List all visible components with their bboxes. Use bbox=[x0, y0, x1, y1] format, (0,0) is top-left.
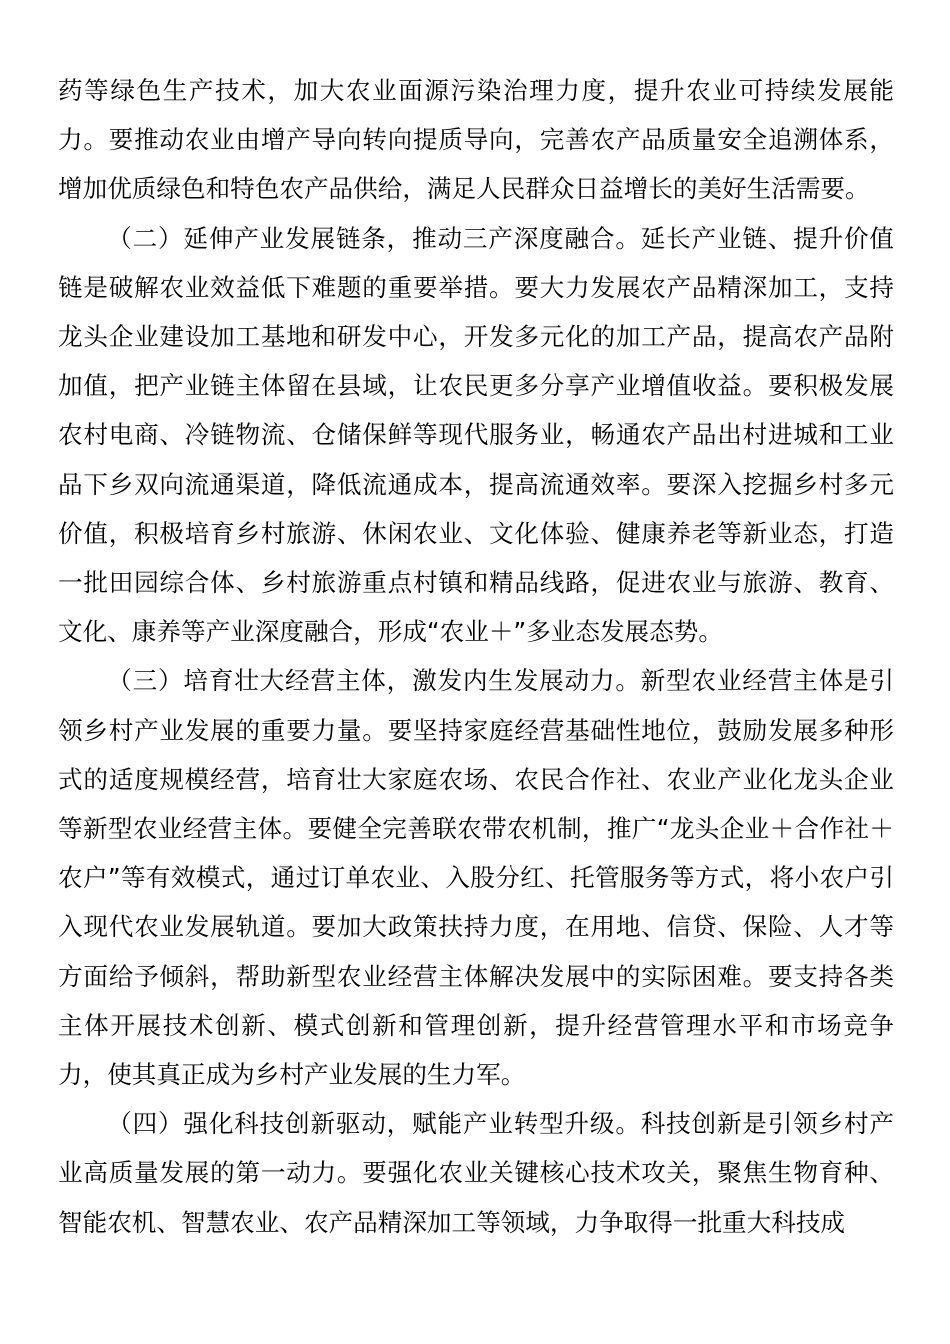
paragraph-section-3: （三）培育壮大经营主体，激发内生发展动力。新型农业经营主体是引领乡村产业发展的重要力量。要坚持家庭经营基础性地位，鼓励发展多种形式的适度规模经营，培育壮大家庭农场、农民合作社、农业产业化龙头企业等新型农业经营主体。要健全完善联农带农机制，推广“龙头企业＋合作社＋农户”等有效模式，通过订单农业、入股分红、托管服务等方式，将小农户引入现代农业发展轨道。要加大政策扶持力度，在用地、信贷、保险、人才等方面给予倾斜，帮助新型农业经营主体解决发展中的实际困难。要支持各类主体开展技术创新、模式创新和管理创新，提升经营管理水平和市场竞争力，使其真正成为乡村产业发展的生力军。 bbox=[58, 666, 894, 1090]
paragraph-continuation: 药等绿色生产技术，加大农业面源污染治理力度，提升农业可持续发展能力。要推动农业由增产导向转向提质导向，完善农产品质量安全追溯体系，增加优质绿色和特色农产品供给，满足人民群众日益增长的美好生活需要。 bbox=[58, 76, 894, 204]
paragraph-section-2: （二）延伸产业发展链条，推动三产深度融合。延长产业链、提升价值链是破解农业效益低下难题的重要举措。要大力发展农产品精深加工，支持龙头企业建设加工基地和研发中心，开发多元化的加工产品，提高农产品附加值，把产业链主体留在县域，让农民更多分享产业增值收益。要积极发展农村电商、冷链物流、仓储保鲜等现代服务业，畅通农产品出村进城和工业品下乡双向流通渠道，降低流通成本，提高流通效率。要深入挖掘乡村多元价值，积极培育乡村旅游、休闲农业、文化体验、健康养老等新业态，打造一批田园综合体、乡村旅游重点村镇和精品线路，促进农业与旅游、教育、文化、康养等产业深度融合，形成“农业＋”多业态发展态势。 bbox=[58, 223, 894, 647]
document-page bbox=[58, 66, 894, 1247]
paragraph-section-4: （四）强化科技创新驱动，赋能产业转型升级。科技创新是引领乡村产业高质量发展的第一动力。要强化农业关键核心技术攻关，聚焦生物育种、智能农机、智慧农业、农产品精深加工等领域，力争取得一批重大科技成 bbox=[58, 1109, 894, 1237]
